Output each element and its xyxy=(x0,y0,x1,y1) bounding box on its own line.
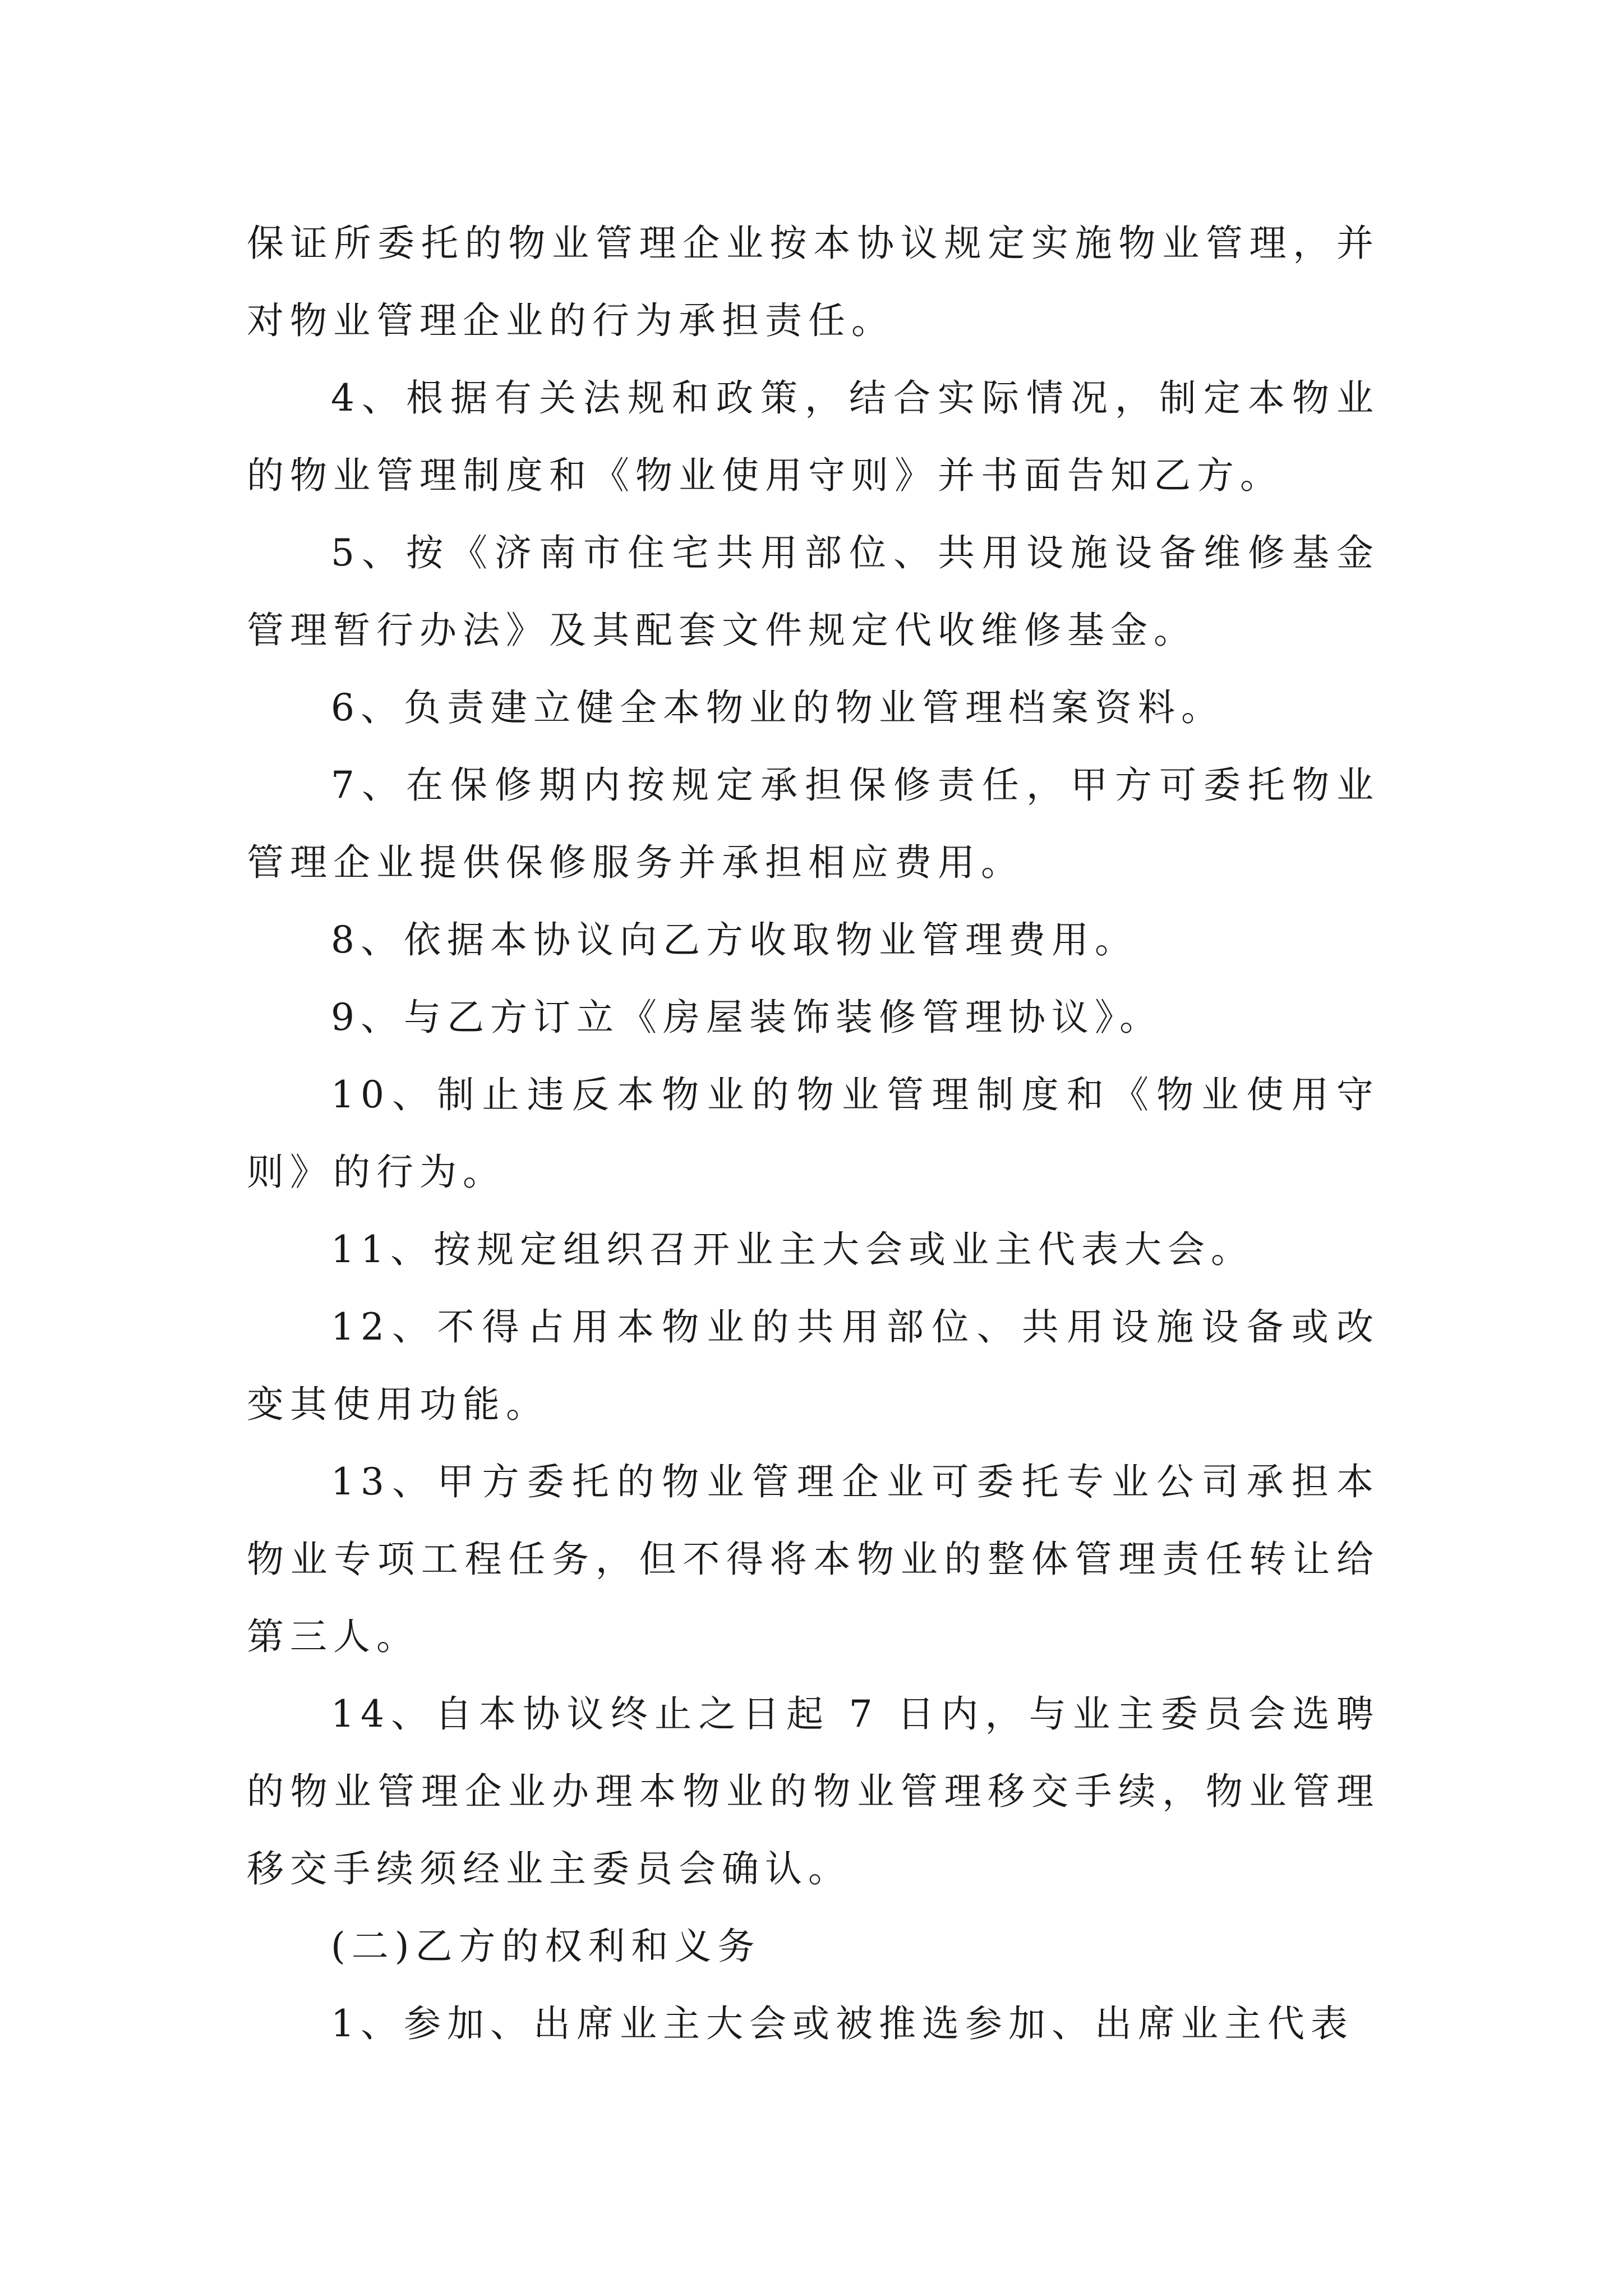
paragraph-item-10: 10、制止违反本物业的物业管理制度和《物业使用守则》的行为。 xyxy=(247,1073,1380,1194)
paragraph-item-14: 14、自本协议终止之日起 7 日内，与业主委员会选聘的物业管理企业办理本物业的物业管理移交手续，物业管理移交手续须经业主委员会确认。 xyxy=(247,1692,1380,1890)
paragraph-item-11: 11、按规定组织召开业主大会或业主代表大会。 xyxy=(331,1228,1254,1271)
paragraph-item-7: 7、在保修期内按规定承担保修责任，甲方可委托物业管理企业提供保修服务并承担相应费用。 xyxy=(247,763,1380,884)
paragraph-item-5: 5、按《济南市住宅共用部位、共用设施设备维修基金管理暂行办法》及其配套文件规定代收维修基金。 xyxy=(247,531,1380,652)
paragraph-item-8: 8、依据本协议向乙方收取物业管理费用。 xyxy=(331,918,1138,961)
paragraph-item-1: 1、参加、出席业主大会或被推选参加、出席业主代表 xyxy=(331,2002,1354,2045)
paragraph-item-13: 13、甲方委托的物业管理企业可委托专业公司承担本物业专项工程任务，但不得将本物业的整体管理责任转让给第三人。 xyxy=(247,1460,1380,1658)
paragraph-item-6: 6、负责建立健全本物业的物业管理档案资料。 xyxy=(331,686,1224,729)
document-body xyxy=(247,205,1380,2063)
paragraph-item-12: 12、不得占用本物业的共用部位、共用设施设备或改变其使用功能。 xyxy=(247,1305,1380,1426)
paragraph-item-9: 9、与乙方订立《房屋装饰装修管理协议》。 xyxy=(331,996,1163,1039)
section-heading: (二)乙方的权利和义务 xyxy=(331,1925,761,1968)
paragraph-continuation: 保证所委托的物业管理企业按本协议规定实施物业管理，并对物业管理企业的行为承担责任。 xyxy=(247,222,1380,342)
paragraph-item-4: 4、根据有关法规和政策，结合实际情况，制定本物业的物业管理制度和《物业使用守则》并书面告知乙方。 xyxy=(247,376,1380,497)
